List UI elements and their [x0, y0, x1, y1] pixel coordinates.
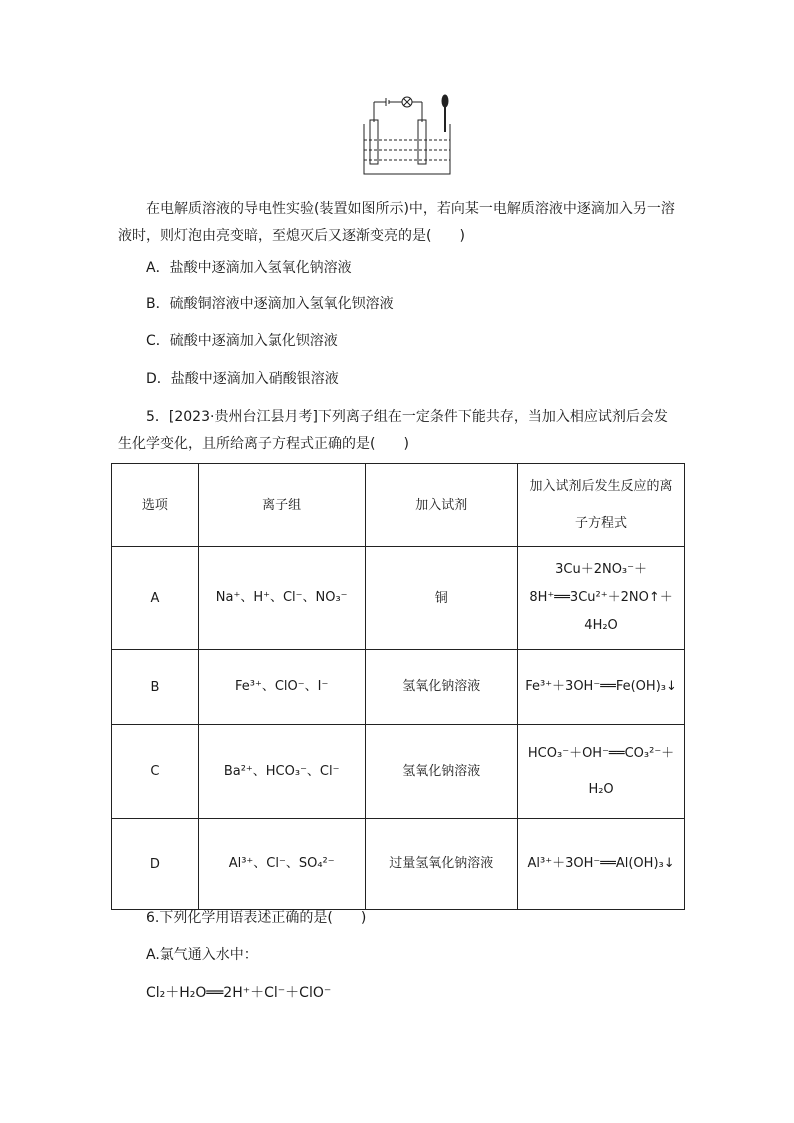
row-option: C — [112, 725, 199, 819]
table-row — [112, 819, 685, 910]
question-5-table — [111, 463, 685, 910]
row-ions: Na⁺、H⁺、Cl⁻、NO₃⁻ — [198, 547, 365, 650]
question-5-stem: 5．[2023·贵州台江县月考]下列离子组在一定条件下能共存，当加入相应试剂后会发生化学变化，且所给离子方程式正确的是( ) — [118, 409, 668, 452]
row-equation: 3Cu＋2NO₃⁻＋8H⁺══3Cu²⁺＋2NO↑＋4H₂O — [518, 547, 685, 650]
header-option: 选项 — [112, 464, 199, 547]
question-4-option-c: C．硫酸中逐滴加入氯化钡溶液 — [146, 333, 338, 349]
question-6-stem: 6.下列化学用语表述正确的是( ) — [146, 910, 367, 926]
header-reagent: 加入试剂 — [365, 464, 518, 547]
row-equation: Fe³⁺＋3OH⁻══Fe(OH)₃↓ — [518, 650, 685, 725]
row-reagent: 氢氧化钠溶液 — [365, 650, 518, 725]
table-header-row — [112, 464, 685, 547]
header-equation: 加入试剂后发生反应的离子方程式 — [518, 464, 685, 547]
row-ions: Ba²⁺、HCO₃⁻、Cl⁻ — [198, 725, 365, 819]
row-reagent: 氢氧化钠溶液 — [365, 725, 518, 819]
row-equation: HCO₃⁻＋OH⁻══CO₃²⁻＋H₂O — [518, 725, 685, 819]
header-ions: 离子组 — [198, 464, 365, 547]
question-6-equation-a: Cl₂＋H₂O══2H⁺＋Cl⁻＋ClO⁻ — [146, 985, 332, 1001]
question-4-stem: 在电解质溶液的导电性实验(装置如图所示)中，若向某一电解质溶液中逐滴加入另一溶液时，则灯泡由亮变暗，至熄灭后又逐渐变亮的是( ) — [118, 201, 675, 244]
table-row — [112, 650, 685, 725]
question-4-option-b: B．硫酸铜溶液中逐滴加入氢氧化钡溶液 — [146, 296, 394, 312]
row-option: B — [112, 650, 199, 725]
row-ions: Al³⁺、Cl⁻、SO₄²⁻ — [198, 819, 365, 910]
row-reagent: 铜 — [365, 547, 518, 650]
question-6-option-a: A.氯气通入水中： — [146, 947, 258, 963]
question-4-option-a: A．盐酸中逐滴加入氢氧化钠溶液 — [146, 260, 352, 276]
row-option: A — [112, 547, 199, 650]
conductivity-apparatus-diagram — [360, 94, 460, 178]
table-row — [112, 725, 685, 819]
row-ions: Fe³⁺、ClO⁻、I⁻ — [198, 650, 365, 725]
table-row — [112, 547, 685, 650]
row-equation: Al³⁺＋3OH⁻══Al(OH)₃↓ — [518, 819, 685, 910]
row-reagent: 过量氢氧化钠溶液 — [365, 819, 518, 910]
question-4-option-d: D．盐酸中逐滴加入硝酸银溶液 — [146, 371, 339, 387]
row-option: D — [112, 819, 199, 910]
